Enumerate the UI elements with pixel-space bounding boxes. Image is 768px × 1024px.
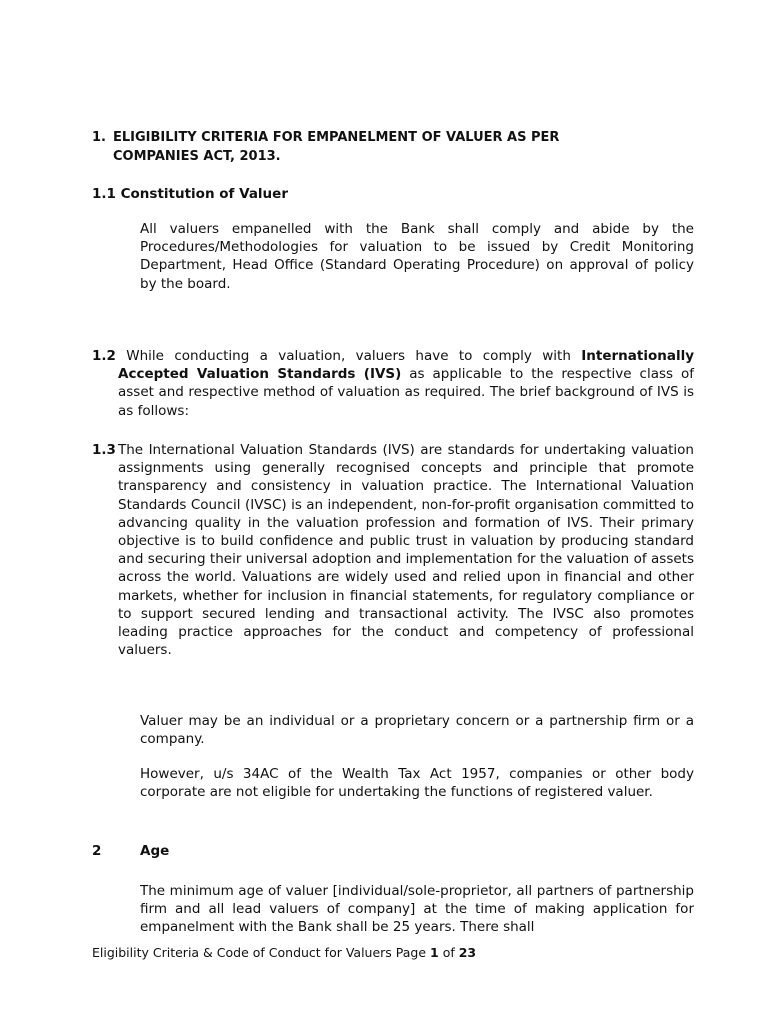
section-1-2-text-b: as applicable to the respective class of asset and respective method of valuation as required. The brief background of IVS is as follows:	[118, 366, 694, 419]
section-1-3	[92, 441, 694, 659]
section-1-1-heading	[92, 185, 288, 203]
page-footer	[92, 945, 476, 961]
footer-of: of	[438, 945, 459, 960]
section-2-title: Age	[140, 843, 170, 859]
section-1-1-title: Constitution of Valuer	[120, 186, 288, 202]
section-1-title-line-2: COMPANIES ACT, 2013.	[113, 149, 281, 164]
section-1-2-bold-text: Internationally Accepted Valuation Standards (IVS)	[118, 348, 695, 383]
valuer-type-paragraph: Valuer may be an individual or a proprietary concern or a partnership firm or a company.	[140, 713, 694, 748]
footer-total-pages: 23	[458, 945, 477, 960]
section-1-2-text-a: While conducting a valuation, valuers have to comply with	[126, 348, 571, 364]
section-1-1-number: 1.1	[92, 186, 116, 202]
footer-page-number: 1	[430, 945, 439, 960]
section-2-number: 2	[92, 843, 102, 859]
footer-text: Eligibility Criteria & Code of Conduct for Valuers Page	[92, 945, 431, 960]
section-2-text: The minimum age of valuer [individual/sole-proprietor, all partners of partnership firm and all lead valuers of company] at the time of making application for empanelment with the Bank shall be 25 years. There shall	[140, 883, 694, 936]
section-1-1-text: All valuers empanelled with the Bank shall comply and abide by the Procedures/Methodologies for valuation to be issued by Credit Monitoring Department, Head Office (Standard Operating Procedure) on approval of policy by the board.	[140, 221, 694, 292]
section-1-2	[92, 347, 694, 420]
section-1-heading	[92, 128, 652, 166]
section-1-2-number: 1.2	[92, 348, 116, 364]
wealth-tax-paragraph: However, u/s 34AC of the Wealth Tax Act 1957, companies or other body corporate are not eligible for undertaking the functions of registered valuer.	[140, 766, 694, 801]
section-1-number: 1.	[92, 130, 106, 145]
section-2-heading	[92, 842, 292, 860]
section-1-3-number: 1.3	[92, 442, 116, 458]
section-1-title-line-1: ELIGIBILITY CRITERIA FOR EMPANELMENT OF VALUER AS PER	[113, 130, 560, 145]
section-1-3-text: The International Valuation Standards (IVS) are standards for undertaking valuation assignments using generally recognised concepts and principle that promote transparency and consistency in valuation practice. The International Valuation Standards Council (IVSC) is an independent, non-for-profit organisation committed to advancing quality in the valuation profession and formation of IVS. Their primary objective is to build confidence and public trust in valuation by producing standard and securing their universal adoption and implementation for the valuation of assets across the world. Valuations are widely used and relied upon in financial and other markets, whether for inclusion in financial statements, for regulatory compliance or to support secured lending and transactional activity. The IVSC also promotes leading practice approaches for the conduct and competency of professional valuers.	[118, 442, 694, 659]
